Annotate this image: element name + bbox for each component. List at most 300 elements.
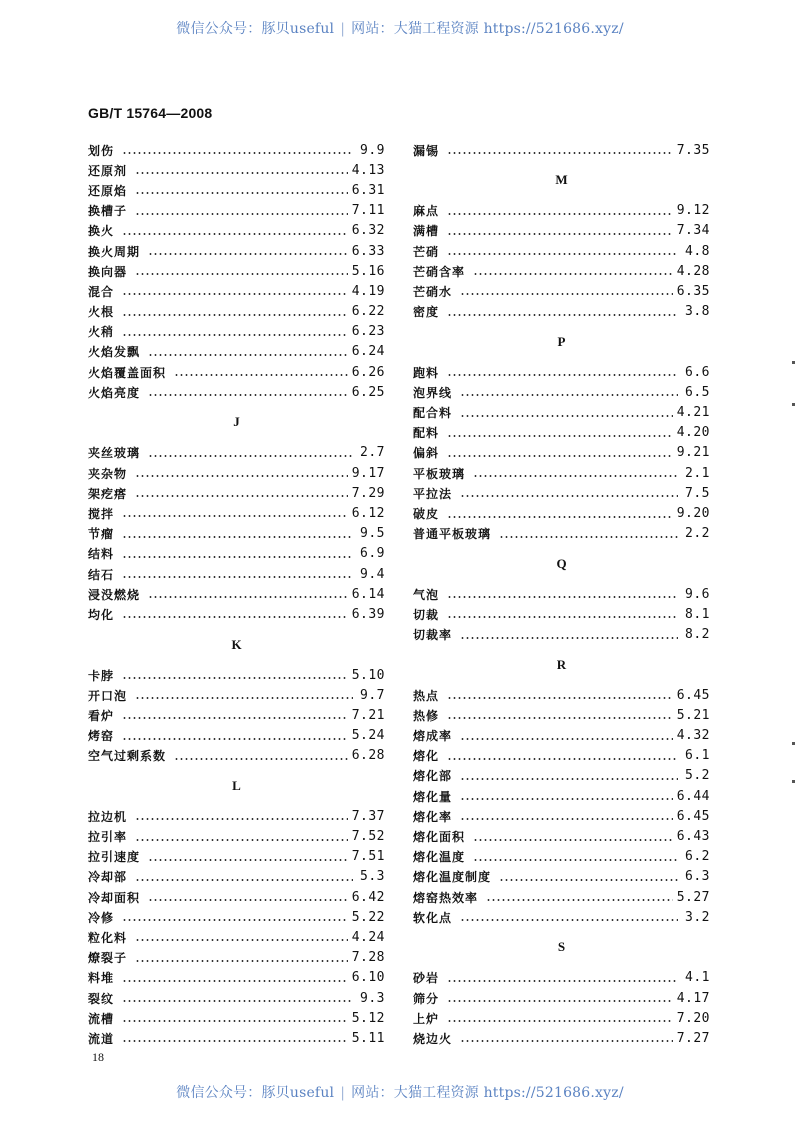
index-term: 配料 xyxy=(413,426,440,441)
dot-leader xyxy=(135,192,348,194)
clause-reference: 2.7 xyxy=(360,445,385,461)
index-entry xyxy=(88,261,385,281)
index-entry xyxy=(88,281,385,301)
index-term: 热修 xyxy=(413,708,440,723)
clause-reference: 7.11 xyxy=(351,203,385,219)
index-column-left xyxy=(88,140,385,1048)
index-term: 泡界线 xyxy=(413,385,453,400)
index-term: 熔化量 xyxy=(413,789,453,804)
clause-reference: 6.39 xyxy=(351,606,385,622)
clause-reference: 7.34 xyxy=(676,223,710,239)
dot-leader xyxy=(460,495,678,497)
clause-reference: 4.1 xyxy=(685,970,710,986)
dot-leader xyxy=(122,738,348,740)
index-entry xyxy=(88,705,385,725)
index-term: 结石 xyxy=(88,567,115,582)
index-entry xyxy=(413,1028,710,1048)
index-term: 换火周期 xyxy=(88,244,141,259)
dot-leader xyxy=(148,455,353,457)
watermark-top xyxy=(0,18,800,38)
index-entry xyxy=(88,201,385,221)
clause-reference: 8.2 xyxy=(685,627,710,643)
index-entry xyxy=(88,847,385,867)
clause-reference: 8.1 xyxy=(685,606,710,622)
clause-reference: 4.8 xyxy=(685,243,710,259)
index-entry xyxy=(88,302,385,322)
index-term: 火焰覆盖面积 xyxy=(88,365,167,380)
index-term: 切裁率 xyxy=(413,628,453,643)
index-entry xyxy=(88,463,385,483)
index-term: 拉引率 xyxy=(88,830,128,845)
dot-leader xyxy=(135,495,348,497)
dot-leader xyxy=(122,1000,353,1002)
clause-reference: 4.17 xyxy=(676,990,710,1006)
index-entry xyxy=(413,887,710,907)
index-term: 熔化面积 xyxy=(413,830,466,845)
index-term: 结料 xyxy=(88,547,115,562)
clause-reference: 7.27 xyxy=(676,1030,710,1046)
index-entry xyxy=(88,362,385,382)
clause-reference: 6.42 xyxy=(351,889,385,905)
dot-leader xyxy=(447,455,673,457)
clause-reference: 9.4 xyxy=(360,566,385,582)
index-term: 粒化料 xyxy=(88,930,128,945)
clause-reference: 6.5 xyxy=(685,384,710,400)
index-entry xyxy=(88,342,385,362)
index-term: 还原剂 xyxy=(88,163,128,178)
clause-reference: 9.9 xyxy=(360,142,385,158)
index-term: 搅拌 xyxy=(88,506,115,521)
dot-leader xyxy=(148,899,348,901)
document-standard-id: GB/T 15764—2008 xyxy=(88,105,213,121)
index-term: 偏斜 xyxy=(413,446,440,461)
section-letter-heading: R xyxy=(556,656,567,672)
index-entry xyxy=(88,322,385,342)
index-entry xyxy=(88,665,385,685)
watermark-account: 微信公众号：豚贝useful xyxy=(176,1085,335,1101)
dot-leader xyxy=(135,839,348,841)
index-term: 熔成率 xyxy=(413,729,453,744)
section-letter-heading: M xyxy=(555,172,568,188)
dot-leader xyxy=(135,172,348,174)
clause-reference: 6.9 xyxy=(360,546,385,562)
index-entry xyxy=(413,604,710,624)
dot-leader xyxy=(460,778,678,780)
clause-reference: 9.17 xyxy=(351,465,385,481)
index-term: 换火 xyxy=(88,224,115,239)
index-term: 架疙瘩 xyxy=(88,486,128,501)
dot-leader xyxy=(122,1040,348,1042)
dot-leader xyxy=(447,758,678,760)
index-entry xyxy=(413,705,710,725)
page-number: 18 xyxy=(92,1050,104,1064)
index-term: 卡脖 xyxy=(88,668,115,683)
clause-reference: 5.22 xyxy=(351,909,385,925)
index-term: 熔化 xyxy=(413,749,440,764)
dot-leader xyxy=(447,516,673,518)
index-term: 熔窑热效率 xyxy=(413,890,479,905)
dot-leader xyxy=(174,374,348,376)
clause-reference: 5.16 xyxy=(351,263,385,279)
clause-reference: 7.29 xyxy=(351,485,385,501)
clause-reference: 5.24 xyxy=(351,728,385,744)
section-letter-heading: L xyxy=(232,777,241,793)
index-term: 看炉 xyxy=(88,708,115,723)
index-term: 拉引速度 xyxy=(88,850,141,865)
section-letter-heading: J xyxy=(233,414,240,430)
index-term: 冷却面积 xyxy=(88,890,141,905)
dot-leader xyxy=(460,394,678,396)
index-entry xyxy=(413,402,710,422)
dot-leader xyxy=(447,697,673,699)
dot-leader xyxy=(447,233,673,235)
dot-leader xyxy=(148,859,348,861)
clause-reference: 7.51 xyxy=(351,849,385,865)
dot-leader xyxy=(447,213,673,215)
dot-leader xyxy=(148,253,348,255)
index-entry xyxy=(413,221,710,241)
index-entry xyxy=(413,503,710,523)
index-entry xyxy=(413,241,710,261)
dot-leader xyxy=(447,435,673,437)
index-term: 冷修 xyxy=(88,910,115,925)
index-entry xyxy=(413,907,710,927)
clause-reference: 7.5 xyxy=(685,485,710,501)
index-term: 划伤 xyxy=(88,143,115,158)
clause-reference: 9.3 xyxy=(360,990,385,1006)
index-term: 熔化温度制度 xyxy=(413,870,492,885)
dot-leader xyxy=(122,616,348,618)
index-entry xyxy=(88,968,385,988)
index-entry xyxy=(88,826,385,846)
watermark-account: 微信公众号：豚贝useful xyxy=(176,21,335,37)
index-entry xyxy=(88,867,385,887)
clause-reference: 6.2 xyxy=(685,849,710,865)
dot-leader xyxy=(122,314,348,316)
dot-leader xyxy=(135,697,353,699)
index-term: 空气过剩系数 xyxy=(88,749,167,764)
index-term: 节瘤 xyxy=(88,527,115,542)
dot-leader xyxy=(473,839,673,841)
dot-leader xyxy=(135,273,348,275)
index-entry xyxy=(413,867,710,887)
index-term: 换槽子 xyxy=(88,204,128,219)
clause-reference: 6.45 xyxy=(676,808,710,824)
dot-leader xyxy=(122,919,348,921)
index-entry xyxy=(88,180,385,200)
watermark-bottom xyxy=(0,1082,800,1102)
index-entry xyxy=(413,766,710,786)
clause-reference: 6.28 xyxy=(351,748,385,764)
clause-reference: 7.35 xyxy=(676,142,710,158)
clause-reference: 7.52 xyxy=(351,829,385,845)
index-entry xyxy=(413,443,710,463)
index-term: 满槽 xyxy=(413,224,440,239)
clause-reference: 6.26 xyxy=(351,364,385,380)
clause-reference: 6.10 xyxy=(351,970,385,986)
index-term: 流槽 xyxy=(88,1011,115,1026)
index-term: 芒硝含率 xyxy=(413,264,466,279)
index-term: 筛分 xyxy=(413,991,440,1006)
index-term: 混合 xyxy=(88,284,115,299)
index-entry xyxy=(413,483,710,503)
clause-reference: 9.21 xyxy=(676,445,710,461)
clause-reference: 6.44 xyxy=(676,788,710,804)
index-entry xyxy=(88,443,385,463)
index-entry xyxy=(88,564,385,584)
index-term: 夹丝玻璃 xyxy=(88,446,141,461)
clause-reference: 4.28 xyxy=(676,263,710,279)
index-term: 切裁 xyxy=(413,607,440,622)
clause-reference: 3.8 xyxy=(685,304,710,320)
clause-reference: 6.23 xyxy=(351,324,385,340)
clause-reference: 7.21 xyxy=(351,707,385,723)
index-entry xyxy=(88,1028,385,1048)
index-entry xyxy=(88,584,385,604)
watermark-separator: | xyxy=(340,21,346,37)
scan-edge-mark xyxy=(792,403,795,406)
index-term: 火焰发飘 xyxy=(88,345,141,360)
index-term: 开口泡 xyxy=(88,688,128,703)
index-term: 燎裂子 xyxy=(88,951,128,966)
index-entry xyxy=(413,988,710,1008)
dot-leader xyxy=(460,1040,673,1042)
index-entry xyxy=(88,746,385,766)
dot-leader xyxy=(499,879,678,881)
clause-reference: 4.20 xyxy=(676,425,710,441)
index-term: 流道 xyxy=(88,1031,115,1046)
dot-leader xyxy=(148,596,348,598)
index-entry xyxy=(413,382,710,402)
section-letter-heading: K xyxy=(231,636,242,652)
index-entry xyxy=(413,261,710,281)
clause-reference: 6.24 xyxy=(351,344,385,360)
clause-reference: 9.6 xyxy=(685,586,710,602)
dot-leader xyxy=(122,717,348,719)
index-entry xyxy=(88,503,385,523)
clause-reference: 6.12 xyxy=(351,505,385,521)
index-term: 火焰亮度 xyxy=(88,385,141,400)
index-entry xyxy=(413,463,710,483)
clause-reference: 5.11 xyxy=(351,1030,385,1046)
dot-leader xyxy=(447,1020,673,1022)
dot-leader xyxy=(122,980,348,982)
dot-leader xyxy=(447,314,678,316)
index-term: 平拉法 xyxy=(413,486,453,501)
clause-reference: 9.20 xyxy=(676,506,710,521)
watermark-website: 网站：大猫工程资源 https://521686.xyz/ xyxy=(351,1085,624,1101)
index-term: 冷却部 xyxy=(88,870,128,885)
index-entry xyxy=(88,544,385,564)
index-term: 火根 xyxy=(88,305,115,320)
clause-reference: 6.22 xyxy=(351,304,385,320)
index-entry xyxy=(413,625,710,645)
index-entry xyxy=(88,887,385,907)
clause-reference: 5.3 xyxy=(360,869,385,885)
index-entry xyxy=(413,281,710,301)
index-entry xyxy=(413,362,710,382)
clause-reference: 6.35 xyxy=(676,283,710,299)
dot-leader xyxy=(447,596,678,598)
clause-reference: 6.43 xyxy=(676,829,710,845)
index-term: 砂岩 xyxy=(413,971,440,986)
dot-leader xyxy=(135,475,348,477)
clause-reference: 6.32 xyxy=(351,223,385,239)
dot-leader xyxy=(122,1020,348,1022)
index-term: 还原焰 xyxy=(88,183,128,198)
index-entry xyxy=(88,221,385,241)
clause-reference: 6.3 xyxy=(685,869,710,885)
clause-reference: 3.2 xyxy=(685,909,710,925)
dot-leader xyxy=(447,1000,673,1002)
index-term: 热点 xyxy=(413,688,440,703)
index-term: 熔化部 xyxy=(413,769,453,784)
index-entry xyxy=(413,968,710,988)
clause-reference: 6.6 xyxy=(685,364,710,380)
dot-leader xyxy=(122,334,348,336)
index-entry xyxy=(88,483,385,503)
index-term: 普通平板玻璃 xyxy=(413,527,492,542)
clause-reference: 4.13 xyxy=(351,162,385,178)
dot-leader xyxy=(473,859,678,861)
index-term: 破皮 xyxy=(413,507,440,521)
clause-reference: 2.2 xyxy=(685,526,710,542)
index-entry xyxy=(88,988,385,1008)
clause-reference: 7.37 xyxy=(351,808,385,824)
index-term: 芒硝 xyxy=(413,244,440,259)
clause-reference: 7.20 xyxy=(676,1010,710,1026)
clause-reference: 5.27 xyxy=(676,889,710,905)
dot-leader xyxy=(447,980,678,982)
index-term: 气泡 xyxy=(413,587,440,602)
index-term: 裂纹 xyxy=(88,991,115,1006)
index-entry xyxy=(88,685,385,705)
clause-reference: 6.31 xyxy=(351,182,385,198)
dot-leader xyxy=(122,152,353,154)
clause-reference: 4.21 xyxy=(676,405,710,421)
clause-reference: 7.28 xyxy=(351,950,385,966)
clause-reference: 6.14 xyxy=(351,586,385,602)
dot-leader xyxy=(460,637,678,639)
index-entry xyxy=(413,524,710,544)
dot-leader xyxy=(122,556,353,558)
dot-leader xyxy=(447,717,673,719)
dot-leader xyxy=(135,960,348,962)
clause-reference: 6.25 xyxy=(351,384,385,400)
dot-leader xyxy=(460,738,673,740)
dot-leader xyxy=(122,515,348,517)
clause-reference: 9.7 xyxy=(360,687,385,703)
dot-leader xyxy=(135,213,348,215)
index-term: 平板玻璃 xyxy=(413,466,466,481)
index-entry xyxy=(88,524,385,544)
dot-leader xyxy=(447,152,673,154)
dot-leader xyxy=(447,253,678,255)
dot-leader xyxy=(135,818,348,820)
index-column-right xyxy=(413,140,710,1049)
index-term: 烧边火 xyxy=(413,1031,453,1046)
index-term: 跑料 xyxy=(413,365,440,380)
dot-leader xyxy=(447,616,678,618)
section-letter-heading: P xyxy=(557,333,566,349)
index-entry xyxy=(413,806,710,826)
index-term: 火稍 xyxy=(88,325,115,340)
index-entry xyxy=(413,786,710,806)
index-entry xyxy=(88,725,385,745)
index-term: 料堆 xyxy=(88,971,115,986)
dot-leader xyxy=(460,415,673,417)
index-term: 浸没燃烧 xyxy=(88,587,141,602)
index-entry xyxy=(413,847,710,867)
dot-leader xyxy=(122,293,348,295)
clause-reference: 4.19 xyxy=(351,283,385,299)
dot-leader xyxy=(122,536,353,538)
index-entry xyxy=(413,726,710,746)
dot-leader xyxy=(473,273,673,275)
section-letter-heading: S xyxy=(557,939,566,955)
index-entry xyxy=(88,140,385,160)
watermark-separator: | xyxy=(340,1085,346,1101)
index-term: 熔化率 xyxy=(413,809,453,824)
clause-reference: 5.12 xyxy=(351,1010,385,1026)
dot-leader xyxy=(473,475,678,477)
index-term: 麻点 xyxy=(413,204,440,219)
index-entry xyxy=(413,201,710,221)
watermark-website: 网站：大猫工程资源 https://521686.xyz/ xyxy=(351,21,624,37)
index-entry xyxy=(413,685,710,705)
scan-edge-mark xyxy=(792,361,795,364)
dot-leader xyxy=(460,919,678,921)
index-term: 换向器 xyxy=(88,264,128,279)
dot-leader xyxy=(499,536,678,538)
index-term: 均化 xyxy=(88,607,115,622)
clause-reference: 4.32 xyxy=(676,728,710,744)
index-entry xyxy=(88,604,385,624)
scan-edge-mark xyxy=(792,742,795,745)
clause-reference: 2.1 xyxy=(685,465,710,481)
dot-leader xyxy=(122,677,348,679)
index-term: 软化点 xyxy=(413,910,453,925)
index-entry xyxy=(88,927,385,947)
clause-reference: 9.5 xyxy=(360,526,385,542)
dot-leader xyxy=(122,233,348,235)
index-entry xyxy=(88,241,385,261)
index-term: 烤窑 xyxy=(88,729,115,744)
index-entry xyxy=(88,948,385,968)
clause-reference: 6.33 xyxy=(351,243,385,259)
clause-reference: 6.45 xyxy=(676,687,710,703)
clause-reference: 5.2 xyxy=(685,768,710,784)
index-term: 配合料 xyxy=(413,406,453,421)
dot-leader xyxy=(148,394,348,396)
scan-edge-mark xyxy=(792,780,795,783)
index-term: 密度 xyxy=(413,305,440,320)
index-term: 熔化温度 xyxy=(413,850,466,865)
index-entry xyxy=(413,1008,710,1028)
index-entry xyxy=(88,1008,385,1028)
clause-reference: 5.21 xyxy=(676,707,710,723)
index-term: 夹杂物 xyxy=(88,466,128,481)
clause-reference: 9.12 xyxy=(676,203,710,219)
section-letter-heading: Q xyxy=(556,555,567,571)
index-term: 上炉 xyxy=(413,1011,440,1026)
index-entry xyxy=(413,302,710,322)
clause-reference: 6.1 xyxy=(685,748,710,764)
dot-leader xyxy=(486,899,673,901)
dot-leader xyxy=(460,293,673,295)
index-entry xyxy=(88,806,385,826)
index-term: 漏锡 xyxy=(413,143,440,158)
